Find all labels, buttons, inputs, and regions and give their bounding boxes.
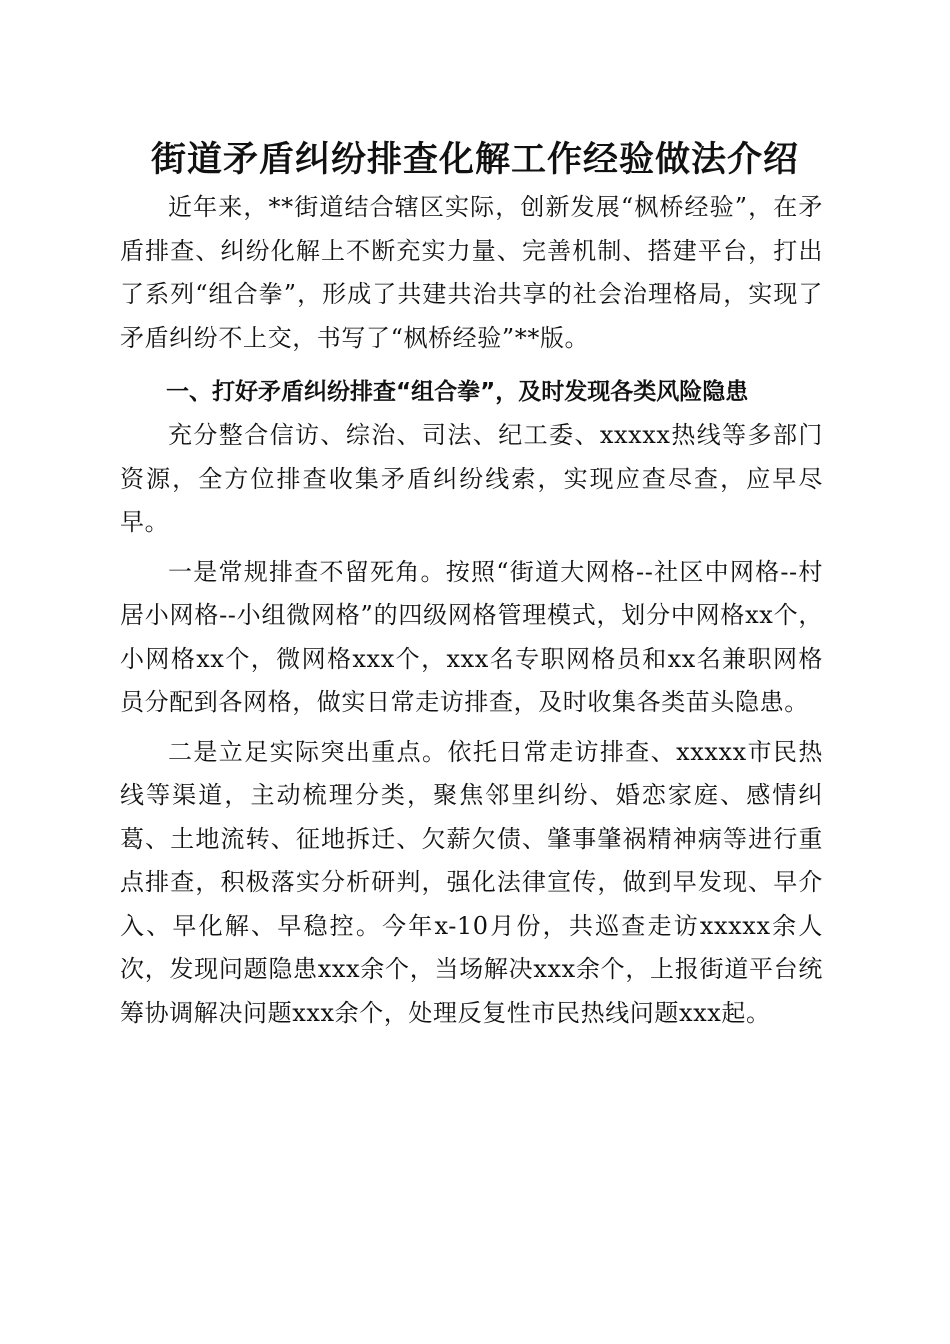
document-title: 街道矛盾纠纷排查化解工作经验做法介绍 xyxy=(150,139,799,180)
section-summary-paragraph: 充分整合信访、综治、司法、纪工委、xxxxx热线等多部门资源，全方位排查收集矛盾纠纷线索，实现应查尽查，应早尽早。 xyxy=(120,421,823,536)
point-text-1: 按照“街道大网格--社区中网格--村居小网格--小组微网格”的四级网格管理模式，划分中网格xx个，小网格xx个，微网格xxx个，xxx名专职网格员和xx名兼职网格员分配到各网格，做实日常走访排查，及时收集各类苗头隐患。 xyxy=(120,557,823,716)
point-text-2: 依托日常走访排查、xxxxx市民热线等渠道，主动梳理分类，聚焦邻里纠纷、婚恋家庭、感情纠葛、土地流转、征地拆迁、欠薪欠债、肇事肇祸精神病等进行重点排查，积极落实分析研判，强化法律宣传，做到早发现、早介入、早化解、早稳控。今年x-10月份，共巡查走访xxxxx余人次，发现问题隐患xxx余个，当场解决xxx余个，上报街道平台统筹协调解决问题xxx余个，处理反复性市民热线问题xxx起。 xyxy=(120,737,824,1027)
point-paragraph-1 xyxy=(120,551,823,725)
section-heading: 一、打好矛盾纠纷排查“组合拳”，及时发现各类风险隐患 xyxy=(166,379,749,405)
point-lead-2: 二是立足实际突出重点。 xyxy=(168,737,448,766)
point-lead-1: 一是常规排查不留死角。 xyxy=(168,557,446,586)
document-body xyxy=(120,186,823,1035)
point-paragraph-2 xyxy=(120,731,823,1036)
intro-paragraph: 近年来，**街道结合辖区实际，创新发展“枫桥经验”，在矛盾排查、纠纷化解上不断充实力量、完善机制、搭建平台，打出了系列“组合拳”，形成了共建共治共享的社会治理格局，实现了矛盾纠纷不上交，书写了“枫桥经验”**版。 xyxy=(120,193,823,352)
